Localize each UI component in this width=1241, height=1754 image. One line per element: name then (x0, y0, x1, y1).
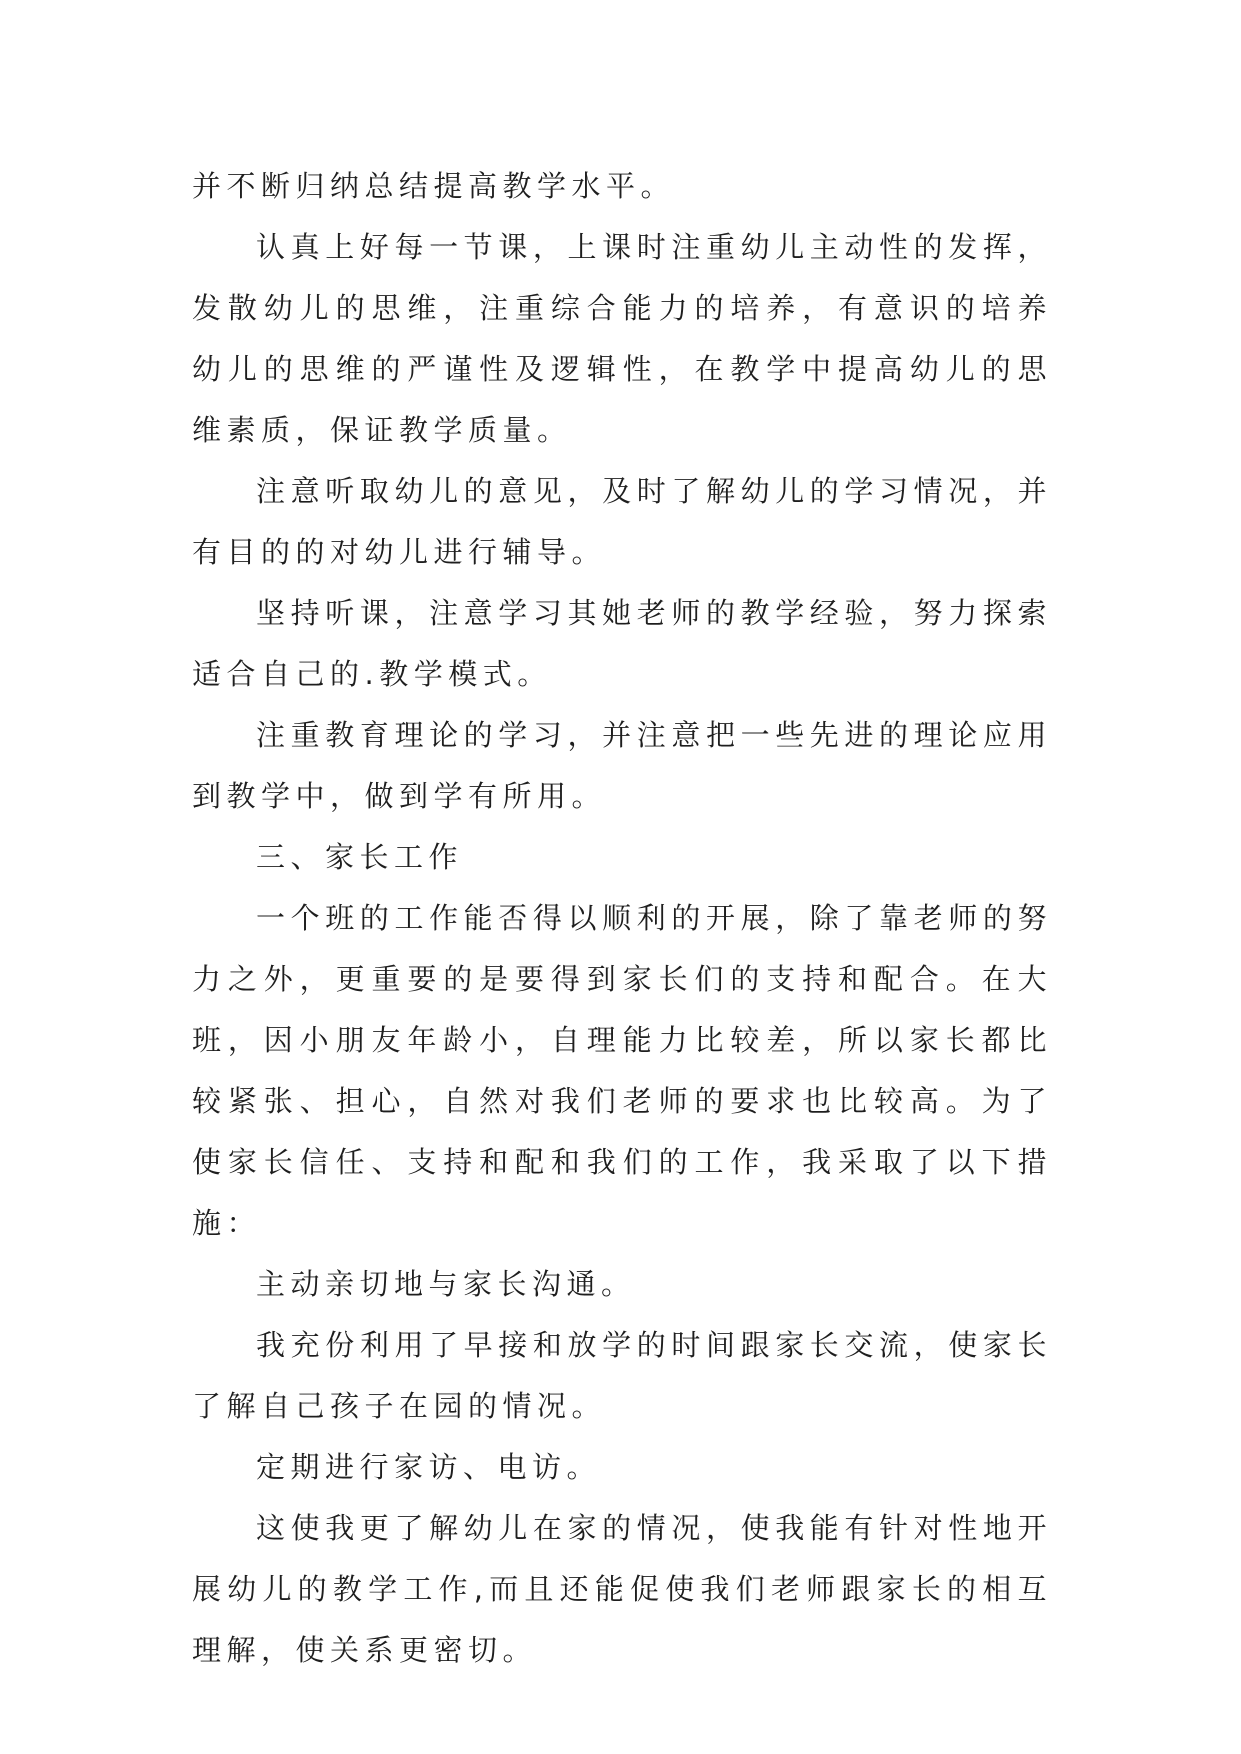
paragraph: 这使我更了解幼儿在家的情况，使我能有针对性地开展幼儿的教学工作,而且还能促使我们老师跟家长的相互理解，使关系更密切。 (192, 1511, 1052, 1667)
paragraph: 我充份利用了早接和放学的时间跟家长交流，使家长了解自己孩子在园的情况。 (192, 1328, 1052, 1423)
paragraph: 主动亲切地与家长沟通。 (256, 1267, 636, 1301)
paragraph: 一个班的工作能否得以顺利的开展，除了靠老师的努力之外，更重要的是要得到家长们的支持和配合。在大班，因小朋友年龄小，自理能力比较差，所以家长都比较紧张、担心，自然对我们老师的要求也比较高。为了使家长信任、支持和配和我们的工作，我采取了以下措施： (192, 901, 1052, 1240)
paragraph: 坚持听课，注意学习其她老师的教学经验，努力探索适合自己的.教学模式。 (192, 596, 1052, 691)
paragraph: 并不断归纳总结提高教学水平。 (192, 169, 676, 203)
document-body (192, 156, 1052, 1681)
section-heading: 三、家长工作 (256, 840, 464, 874)
paragraph: 注意听取幼儿的意见，及时了解幼儿的学习情况，并有目的的对幼儿进行辅导。 (192, 474, 1052, 569)
paragraph: 注重教育理论的学习，并注意把一些先进的理论应用到教学中，做到学有所用。 (192, 718, 1052, 813)
paragraph: 定期进行家访、电访。 (256, 1450, 602, 1484)
paragraph: 认真上好每一节课，上课时注重幼儿主动性的发挥，发散幼儿的思维，注重综合能力的培养，有意识的培养幼儿的思维的严谨性及逻辑性，在教学中提高幼儿的思维素质，保证教学质量。 (192, 230, 1052, 447)
